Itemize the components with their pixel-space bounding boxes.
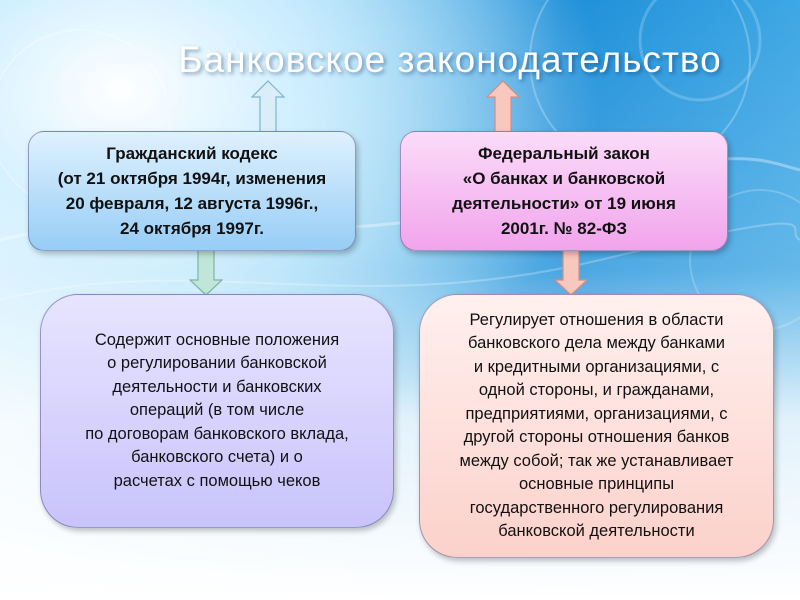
civil-code-box [28,131,356,251]
civil-code-description-box [40,294,394,528]
federal-law-description-box [419,294,774,558]
slide-title: Банковское законодательство [178,39,722,80]
federal-law-description: Регулирует отношения в области банковского дела между банками и кредитными организациями, с одной стороны, и гражданами, предприятиями, организациями, с другой стороны отношения банков между собой; так же устанавливает основные принципы государственного регулирования банковской деятельности [459,310,734,540]
arrow-up-icon [486,80,520,132]
federal-law-heading: Федеральный закон «О банках и банковской деятельности» от 19 июня 2001г. № 82-ФЗ [452,144,676,238]
federal-law-box [400,131,728,251]
arrow-up-icon [251,80,285,132]
arrow-down-icon [554,250,588,296]
civil-code-description: Содержит основные положения о регулировании банковской деятельности и банковских операций (в том числе по договорам банковского вклада, банковского счета) и о расчетах с помощью чеков [85,330,349,490]
civil-code-heading: Гражданский кодекс (от 21 октября 1994г, изменения 20 февраля, 12 августа 1996г., 24 октября 1997г. [57,144,327,238]
arrow-down-icon [189,250,223,296]
